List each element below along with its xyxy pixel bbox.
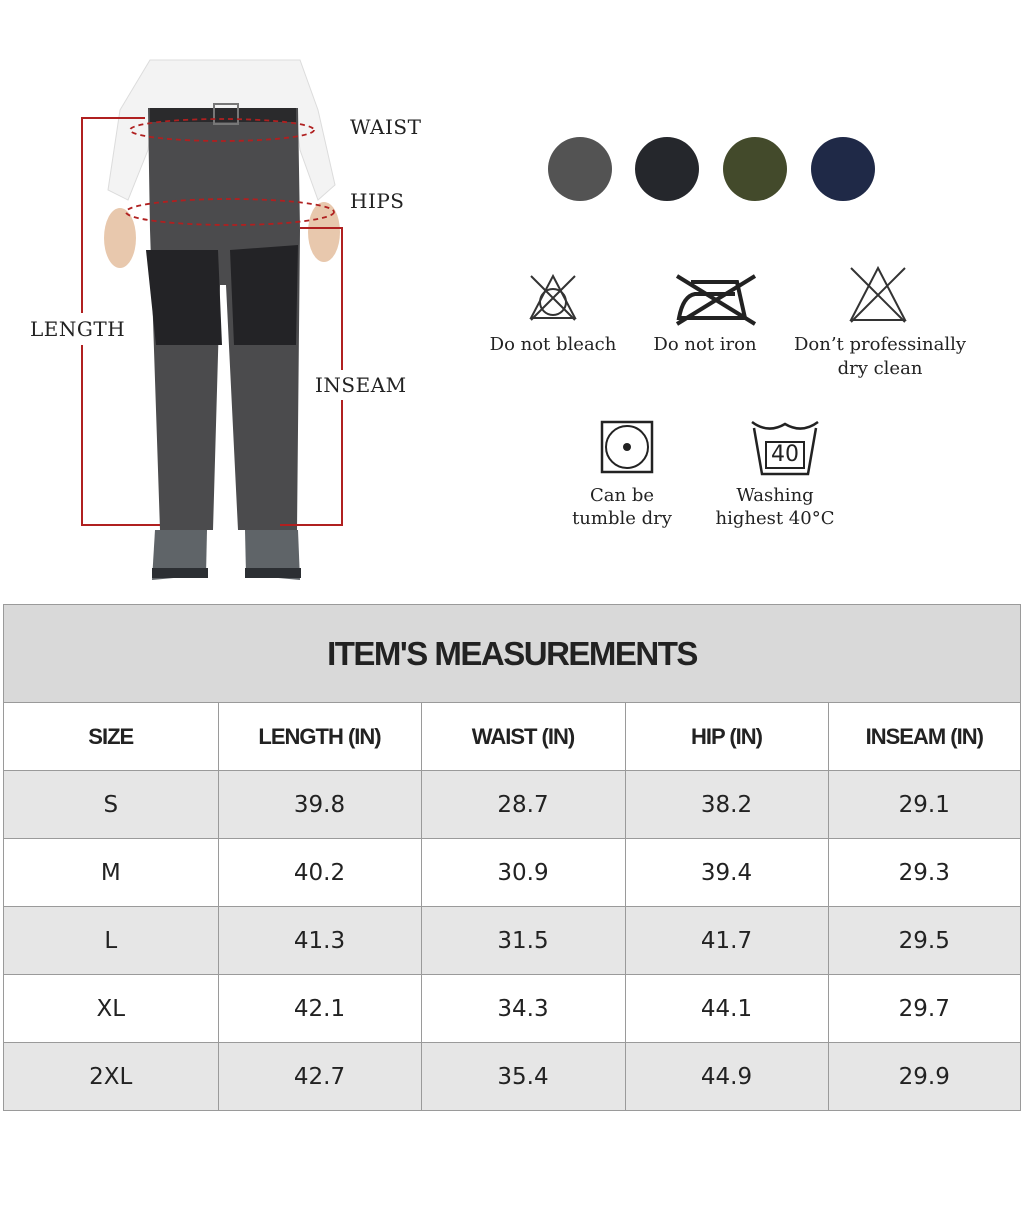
care-label-line: Don’t professinally <box>793 334 967 355</box>
table-cell: 39.4 <box>625 839 828 907</box>
care-label-line: Washing <box>736 485 814 506</box>
inseam-label: INSEAM <box>315 373 407 397</box>
care-label-line: Do not iron <box>653 334 757 355</box>
table-cell: 44.1 <box>625 975 828 1043</box>
table-cell: XL <box>4 975 218 1043</box>
care-label-line: tumble dry <box>572 508 672 529</box>
care-label-line: dry clean <box>837 358 923 379</box>
model-figure <box>0 0 460 600</box>
table-cell: 40.2 <box>218 839 421 907</box>
table-row <box>4 839 1020 907</box>
measurements-table <box>3 604 1021 1111</box>
table-cell: 38.2 <box>625 771 828 839</box>
header-cell: INSEAM (IN) <box>828 703 1020 771</box>
table-cell: 42.7 <box>218 1043 421 1111</box>
table-cell: 29.3 <box>828 839 1020 907</box>
color-swatch-black[interactable] <box>635 137 699 201</box>
table-cell: 31.5 <box>421 907 625 975</box>
care-label-line: Can be <box>590 485 654 506</box>
tumble-dry-icon <box>600 420 654 474</box>
table-cell: 29.9 <box>828 1043 1020 1111</box>
care-label-line: Do not bleach <box>489 334 617 355</box>
no-dry-clean-icon <box>847 264 909 326</box>
table-cell: 35.4 <box>421 1043 625 1111</box>
size-chart <box>4 703 1020 1110</box>
table-cell: 39.8 <box>218 771 421 839</box>
no-iron-icon <box>673 272 759 328</box>
table-cell: 34.3 <box>421 975 625 1043</box>
table-cell: 44.9 <box>625 1043 828 1111</box>
wash-40-label <box>710 484 840 530</box>
table-row <box>4 975 1020 1043</box>
wash-temperature-text: 40 <box>771 442 799 467</box>
pants-model-illustration <box>0 0 460 600</box>
header-cell: WAIST (IN) <box>421 703 625 771</box>
header-cell: HIP (IN) <box>625 703 828 771</box>
table-cell: L <box>4 907 218 975</box>
table-cell: M <box>4 839 218 907</box>
table-cell: 30.9 <box>421 839 625 907</box>
tumble-dry-label <box>557 484 687 530</box>
table-cell: 29.5 <box>828 907 1020 975</box>
table-cell: 41.7 <box>625 907 828 975</box>
header-row <box>4 703 1020 771</box>
table-cell: 29.7 <box>828 975 1020 1043</box>
no-iron-label <box>640 333 770 357</box>
length-label: LENGTH <box>30 317 126 341</box>
hips-label: HIPS <box>350 189 405 213</box>
table-row <box>4 771 1020 839</box>
table-row <box>4 907 1020 975</box>
table-cell: S <box>4 771 218 839</box>
care-label-line: highest 40°C <box>715 508 835 529</box>
table-cell: 2XL <box>4 1043 218 1111</box>
header-cell: SIZE <box>4 703 218 771</box>
color-swatch-grey[interactable] <box>548 137 612 201</box>
table-row <box>4 1043 1020 1111</box>
color-swatch-navy[interactable] <box>811 137 875 201</box>
table-title: ITEM'S MEASUREMENTS <box>4 605 1020 703</box>
table-cell: 41.3 <box>218 907 421 975</box>
no-bleach-label <box>478 333 628 357</box>
no-dry-clean-label <box>790 333 970 381</box>
table-cell: 42.1 <box>218 975 421 1043</box>
color-swatch-army-green[interactable] <box>723 137 787 201</box>
no-bleach-icon <box>527 272 579 324</box>
table-cell: 28.7 <box>421 771 625 839</box>
header-cell: LENGTH (IN) <box>218 703 421 771</box>
table-cell: 29.1 <box>828 771 1020 839</box>
waist-label: WAIST <box>350 115 422 139</box>
